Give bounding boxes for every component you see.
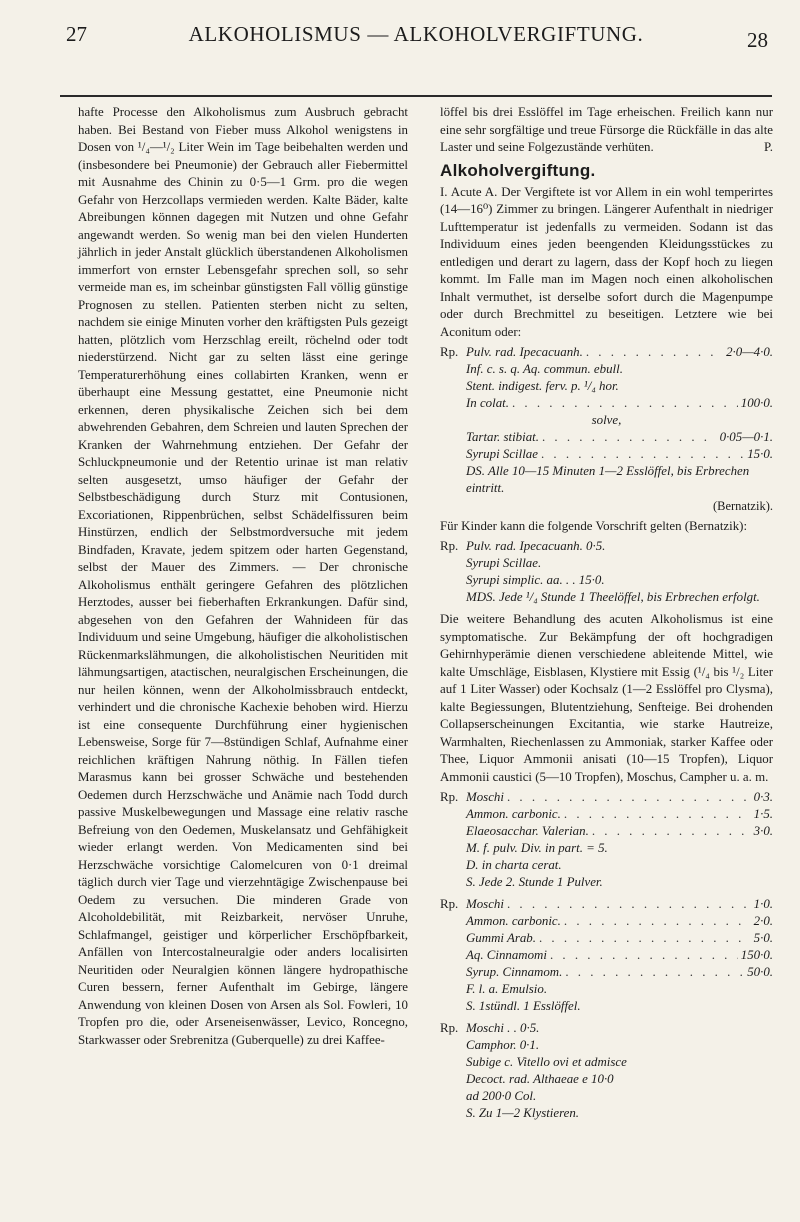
recipe-ingredient: Aq. Cinnamomi (466, 948, 547, 962)
recipe-ingredient: D. in charta cerat. (466, 858, 562, 872)
recipe-ingredient: Syrupi Scillae. (466, 556, 542, 570)
recipe-block-5 (440, 1020, 773, 1122)
recipe-ingredient: Elaeosacchar. Valerian. (466, 824, 589, 838)
leader-dots (512, 395, 738, 412)
leader-dots (564, 806, 751, 823)
recipe-ingredient: Stent. indigest. ferv. p. ¹/₄ hor. (466, 379, 619, 393)
recipe-ingredient: Syrup. Cinnamom. (466, 965, 563, 979)
leader-dots (550, 947, 738, 964)
leader-dots (565, 964, 744, 981)
recipe-line (440, 947, 773, 964)
recipe-ingredient: S. Jede 2. Stunde 1 Pulver. (466, 875, 603, 889)
recipe-ingredient: Gummi Arab. (466, 931, 536, 945)
recipe-ingredient: F. l. a. Emulsio. (466, 982, 548, 996)
recipe-line (440, 964, 773, 981)
recipe-line (440, 395, 773, 412)
recipe-line (440, 981, 773, 998)
recipe-line: DS. Alle 10—15 Minuten 1—2 Esslöffel, bis Erbrechen eintritt. (466, 464, 750, 495)
recipe-block-2 (440, 538, 773, 606)
recipe-ingredient: Moschi (466, 790, 504, 804)
recipe-line: MDS. Jede ¹/₄ Stunde 1 Theelöffel, bis Erbrechen erfolgt. (466, 590, 760, 604)
recipe-line (440, 555, 773, 572)
recipe-quantity: 5·0. (753, 931, 773, 945)
recipe-line (440, 998, 773, 1015)
page-number-left: 27 (66, 22, 87, 46)
recipe-line (440, 538, 773, 555)
recipe-block-3 (440, 789, 773, 891)
recipe-prefix: Rp. (440, 790, 459, 804)
recipe-line (440, 1088, 773, 1105)
recipe-ingredient: Subige c. Vitello ovi et admisce (466, 1055, 627, 1069)
recipe-line (440, 1105, 773, 1122)
recipe-ingredient: S. Zu 1—2 Klystieren. (466, 1106, 580, 1120)
intro-paragraph (440, 104, 773, 157)
recipe-quantity: 0·3. (753, 790, 773, 804)
recipe-line (440, 446, 773, 463)
recipe-prefix: Rp. (440, 1021, 459, 1035)
recipe-ingredient: S. 1stündl. 1 Esslöffel. (466, 999, 581, 1013)
page-number-right: 28 (747, 28, 768, 52)
leader-dots (542, 429, 717, 446)
recipe-ingredient: solve, (591, 413, 622, 427)
section-title: Alkoholvergiftung. (440, 160, 596, 180)
recipe-ingredient: Tartar. stibiat. (466, 430, 539, 444)
left-column (78, 104, 408, 1052)
recipe-ingredient: Syrupi Scillae (466, 447, 538, 461)
recipe-ingredient: In colat. (466, 396, 509, 410)
recipe-line (440, 930, 773, 947)
paragraph-treatment: Die weitere Behandlung des acuten Alkoholismus ist eine symptomatische. Zur Bekämpfung der oft hochgradigen Gehirnhyperämie dienen verschiedene ableitende Mittel, wie kalte Umschläge, Eisblasen, Klystiere mit Essig (¹/₄ bis ¹/₂ Liter auf 1 Liter Wasser) oder Kochsalz (1—2 Esslöffel pro Clysma), kalte Begiessungen, Blutentziehung, Senfteige. Bei drohenden Collapserscheinungen Excitantia, wie starke Hautreize, Warmhalten, Riechenlassen zu Ammoniak, starker Kaffee oder Thee, Liquor Ammonii anisati (10—15 Tropfen), Liquor Ammonii caustici (5—10 Tropfen), Moschus, Campher u. a. m. (440, 612, 773, 784)
recipe-quantity: 0·05—0·1. (719, 430, 773, 444)
leader-dots (539, 930, 751, 947)
recipe-quantity: 1·5. (753, 807, 773, 821)
recipe-line (440, 412, 773, 429)
recipe-ingredient: Moschi . . 0·5. (466, 1021, 540, 1035)
recipe-line (440, 913, 773, 930)
recipe-ingredient: Pulv. rad. Ipecacuanh. 0·5. (466, 539, 606, 553)
leader-dots (592, 823, 751, 840)
recipe-quantity: 150·0. (740, 948, 773, 962)
recipe-line (440, 1037, 773, 1054)
recipe-line (440, 896, 773, 913)
page-header (60, 16, 772, 66)
recipe-line (440, 1020, 773, 1037)
recipe-ingredient: Syrupi simplic. aa. . . 15·0. (466, 573, 605, 587)
recipe-ingredient: Camphor. 0·1. (466, 1038, 540, 1052)
recipe-line (440, 789, 773, 806)
recipe-quantity: 100·0. (740, 396, 773, 410)
leader-dots (564, 913, 751, 930)
recipe-quantity: 3·0. (753, 824, 773, 838)
author-sign: P. (764, 140, 773, 154)
recipe-prefix: Rp. (440, 539, 459, 553)
leader-dots (541, 446, 744, 463)
recipe-quantity: 2·0—4·0. (726, 345, 773, 359)
recipe-ingredient: M. f. pulv. Div. in part. = 5. (466, 841, 608, 855)
leader-dots (507, 896, 751, 913)
recipe-block-1 (440, 344, 773, 497)
recipe-ingredient: Decoct. rad. Althaeae e 10·0 (466, 1072, 614, 1086)
leader-dots (586, 344, 723, 361)
recipe-prefix: Rp. (440, 897, 459, 911)
recipe-line (440, 344, 773, 361)
recipe-quantity: 2·0. (753, 914, 773, 928)
recipe-line (440, 378, 773, 395)
recipe-ingredient: Inf. c. s. q. Aq. commun. ebull. (466, 362, 623, 376)
recipe-line (440, 572, 773, 589)
recipe-prefix: Rp. (440, 345, 459, 359)
recipe-block-4 (440, 896, 773, 1015)
recipe-line (440, 823, 773, 840)
recipe-ingredient: Ammon. carbonic. (466, 807, 561, 821)
recipe-line (440, 429, 773, 446)
recipe-quantity: 50·0. (747, 965, 773, 979)
right-column (440, 104, 773, 1127)
recipe-ingredient: Moschi (466, 897, 504, 911)
body-paragraph: hafte Processe den Alkoholismus zum Ausbruch gebracht haben. Bei Bestand von Fieber muss Alkohol wenigstens in Dosen von ¹/₄—¹/₂ Liter Wein im Tage beibehalten werden und (insbesondere bei Pneumonie) der Gebrauch aller Fiebermittel mit Ausnahme des Chinin zu 0·5—1 Grm. pro die wegen Gefahr von Herzcollaps vermieden werden. Kalte Bäder, kalte Abreibungen können dagegen mit Nutzen und ohne Gefahr angewandt werden. So wenig man bei den vielen Hunderten jährlich in jeder Anstalt glücklich überstandenen Alkoholismen immerfort von ernster Lebensgefahr sprechen soll, so sehr vermeide man es, im scheinbar günstigsten Fall völlig günstige Prognosen zu stellen. Patienten sterben nicht zu selten, nachdem sie einige Minuten vorher den kräftigsten Puls gezeigt hatten, plötzlich vom Herzschlag ereilt, röchelnd oder todt niederstürzend. Nicht gar zu selten lässt eine geringe Temperaturerhöhung eines collabirten Kranken, wenn er überhaupt eine Messung gestattet, eine Pneumonie nicht erkennen, deren physikalische Zeichen sich bei dem abwehrenden Gebahren, dem Schreien und lauten Sprechen der Kranken der Wahrnehmung entziehen. Der Gefahr der Schluckpneumonie und der Retentio urinae ist man relativ selten ausgesetzt, umso häufiger der Gefahr der Selbstbeschädigung durch Sturz mit Contusionen, Excoriationen, Rippenbrüchen, selbst Schädelfissuren beim Hinstürzen, endlich der Selbstmordversuche mit jedem Bindfaden, Kravate, jedem spitzem oder harten Gegenstand, selbst der Mauer des Zimmers. — Der chronische Alkoholismus enthält geringere Gefahren des plötzlichen Herztodes, ausser bei fieberhaften Erkrankungen. Dafür sind, abgesehen von den Gefahren der Wahnideen für das Individuum und seine Umgebung, häufiger die alkoholistischen Rückenmarkslähmungen, die alkoholistischen Neuritiden mit lähmungsartigen, atactischen, neuralgischen Erscheinungen, die nur heilen können, wenn der Alkoholmissbrauch entdeckt, verhindert und die chronische Kachexie behoben wird. Hierzu ist eine consequente Durchführung einer hygienischen Lebensweise, Sorge für 7—8stündigen Schlaf, Aufnahme einer reichlichen kräftigen Nahrung nöthig. In Fällen tiefen Marasmus kann bei grosser Schwäche und bestehenden Oedemen durch Herzschwäche und Anämie nach Todd durch passive Muskelbewegungen und Massage eine relativ rasche Befreiung von den Oedemen, Muskelansatz und Gehfähigkeit wieder erlangt werden. Von Medicamenten sind bei Herzschwäche vorsichtige Calomelcuren von 0·1 dreimal täglich durch vier Tage und vierzehntägige Zwischenpause bei Oedem zu versuchen. Die minderen Grade von Alcoholdebilität, mit Reizbarkeit, nervöser Unruhe, Schlafmangel, geistiger und körperlicher Erschöpfbarkeit, Anfällen von Intercostalneuralgie oder anders localisirten Neuritiden oder Neuralgien können längere hydropathische Curen bessern, ferner Aufenthalt im Gebirge, längere Anwendung von kleinen Dosen von Arsen als Sol. Fowleri, 10 Tropfen pro die, oder Arseneisenwässer, Levico, Roncegno, Starkwasser oder Srebrenitza (Guberquelle) zu drei Kaffee- (78, 105, 408, 1047)
recipe-ingredient: Pulv. rad. Ipecacuanh. (466, 345, 583, 359)
recipe-line (440, 874, 773, 891)
recipe-line (440, 1054, 773, 1071)
recipe-line (440, 361, 773, 378)
header-rule (60, 95, 772, 97)
recipe-ingredient: ad 200·0 Col. (466, 1089, 537, 1103)
paragraph-children: Für Kinder kann die folgende Vorschrift gelten (Bernatzik): (440, 518, 748, 533)
running-title: ALKOHOLISMUS — ALKOHOLVERGIFTUNG. (188, 22, 644, 46)
recipe-quantity: 15·0. (747, 447, 773, 461)
recipe-line (440, 806, 773, 823)
recipe-ingredient: Ammon. carbonic. (466, 914, 561, 928)
recipe-quantity: 1·0. (753, 897, 773, 911)
recipe-source: (Bernatzik). (712, 499, 773, 513)
paragraph-acute: I. Acute A. Der Vergiftete ist vor Allem in ein wohl temperirtes (14—16⁰) Zimmer zu bringen. Längerer Aufenthalt in niedriger Lufttemperatur ist jedenfalls zu vermeiden. Sodann ist das Individuum eines jeden beengenden Kleidungsstückes zu entledigen und derart zu lagern, dass der Kopf hoch zu liegen kommt. Im Falle man im Magen noch einen alkoholischen Inhalt vermuthet, ist derselbe sofort durch die Magenpumpe oder durch Brechmittel zu beseitigen. Letztere wie bei Aconitum oder: (440, 184, 773, 339)
recipe-line (440, 857, 773, 874)
intro-text: löffel bis drei Esslöffel im Tage erheischen. Freilich kann nur eine sehr sorgfältige und treue Fürsorge die Rückfälle in das alte Laster und seine Folgezustände verhüten. (440, 105, 773, 154)
recipe-line (440, 1071, 773, 1088)
leader-dots (507, 789, 751, 806)
recipe-line (440, 840, 773, 857)
